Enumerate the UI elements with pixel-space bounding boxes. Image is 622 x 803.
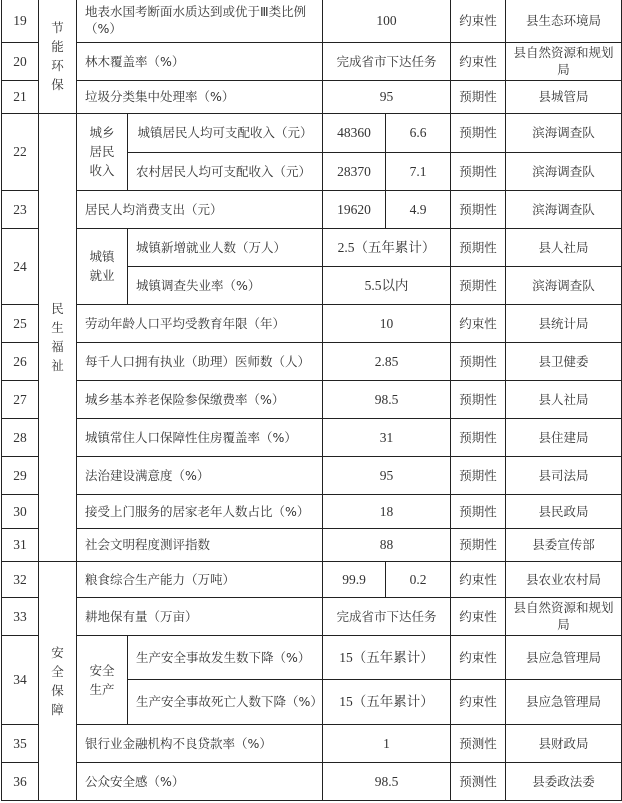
indicator-value: 48360 — [323, 113, 386, 152]
row-number: 27 — [2, 380, 39, 418]
indicator-name: 生产安全事故死亡人数下降（%） — [128, 679, 323, 724]
indicator-name: 粮食综合生产能力（万吨） — [77, 561, 323, 597]
indicator-type: 预测性 — [451, 762, 506, 800]
table-row — [2, 494, 622, 528]
responsible-dept: 县应急管理局 — [506, 679, 622, 724]
indicator-value: 2.85 — [323, 342, 451, 380]
indicator-name: 耕地保有量（万亩） — [77, 597, 323, 635]
category-energy: 节能环保 — [39, 0, 77, 113]
indicator-type: 预期性 — [451, 228, 506, 266]
responsible-dept: 县人社局 — [506, 228, 622, 266]
indicator-value: 88 — [323, 528, 451, 561]
indicator-type: 约束性 — [451, 42, 506, 80]
indicator-value: 完成省市下达任务 — [323, 597, 451, 635]
responsible-dept: 滨海调查队 — [506, 152, 622, 190]
indicator-value: 10 — [323, 304, 451, 342]
indicator-growth: 6.6 — [386, 113, 451, 152]
indicator-name: 城镇新增就业人数（万人） — [128, 228, 323, 266]
subgroup-employment: 城镇就业 — [77, 228, 128, 304]
indicator-value: 28370 — [323, 152, 386, 190]
table-row — [2, 762, 622, 800]
indicator-growth: 7.1 — [386, 152, 451, 190]
indicator-type: 预期性 — [451, 190, 506, 228]
indicator-growth: 4.9 — [386, 190, 451, 228]
indicator-type: 预期性 — [451, 418, 506, 456]
indicator-name: 银行业金融机构不良贷款率（%） — [77, 724, 323, 762]
table-row — [2, 190, 622, 228]
table-row — [2, 228, 622, 266]
indicator-type: 约束性 — [451, 635, 506, 679]
row-number: 21 — [2, 80, 39, 113]
indicator-value: 100 — [323, 0, 451, 42]
row-number: 25 — [2, 304, 39, 342]
indicator-value: 2.5（五年累计） — [323, 228, 451, 266]
responsible-dept: 县卫健委 — [506, 342, 622, 380]
responsible-dept: 县农业农村局 — [506, 561, 622, 597]
responsible-dept: 县统计局 — [506, 304, 622, 342]
row-number: 34 — [2, 635, 39, 724]
indicator-type: 预期性 — [451, 152, 506, 190]
indicator-type: 预期性 — [451, 80, 506, 113]
responsible-dept: 县自然资源和规划局 — [506, 597, 622, 635]
indicator-value: 18 — [323, 494, 451, 528]
responsible-dept: 县人社局 — [506, 380, 622, 418]
responsible-dept: 县生态环境局 — [506, 0, 622, 42]
responsible-dept: 县委宣传部 — [506, 528, 622, 561]
indicator-type: 预期性 — [451, 342, 506, 380]
row-number: 29 — [2, 456, 39, 494]
table-row — [2, 597, 622, 635]
responsible-dept: 县民政局 — [506, 494, 622, 528]
indicator-type: 约束性 — [451, 304, 506, 342]
indicator-name: 每千人口拥有执业（助理）医师数（人） — [77, 342, 323, 380]
responsible-dept: 滨海调查队 — [506, 113, 622, 152]
table-row — [2, 342, 622, 380]
table-row — [2, 418, 622, 456]
indicator-name: 城乡基本养老保险参保缴费率（%） — [77, 380, 323, 418]
category-security: 安全保障 — [39, 561, 77, 800]
row-number: 22 — [2, 113, 39, 190]
indicator-type: 约束性 — [451, 597, 506, 635]
indicator-type: 预期性 — [451, 380, 506, 418]
table-row — [2, 635, 622, 679]
indicator-name: 地表水国考断面水质达到或优于Ⅲ类比例（%） — [77, 0, 323, 42]
indicator-type: 预期性 — [451, 113, 506, 152]
responsible-dept: 滨海调查队 — [506, 190, 622, 228]
table-row — [2, 42, 622, 80]
table-row — [2, 0, 622, 42]
indicator-type: 预期性 — [451, 528, 506, 561]
indicator-type: 预测性 — [451, 724, 506, 762]
indicator-value: 完成省市下达任务 — [323, 42, 451, 80]
responsible-dept: 县住建局 — [506, 418, 622, 456]
indicator-name: 公众安全感（%） — [77, 762, 323, 800]
row-number: 31 — [2, 528, 39, 561]
row-number: 33 — [2, 597, 39, 635]
indicator-value: 98.5 — [323, 762, 451, 800]
indicator-value: 5.5以内 — [323, 266, 451, 304]
indicator-name: 生产安全事故发生数下降（%） — [128, 635, 323, 679]
indicator-name: 垃圾分类集中处理率（%） — [77, 80, 323, 113]
table-row — [2, 528, 622, 561]
indicator-value: 1 — [323, 724, 451, 762]
responsible-dept: 县应急管理局 — [506, 635, 622, 679]
indicator-name: 城镇居民人均可支配收入（元） — [128, 113, 323, 152]
indicator-name: 社会文明程度测评指数 — [77, 528, 323, 561]
row-number: 26 — [2, 342, 39, 380]
indicator-name: 城镇调查失业率（%） — [128, 266, 323, 304]
indicator-name: 林木覆盖率（%） — [77, 42, 323, 80]
row-number: 32 — [2, 561, 39, 597]
responsible-dept: 县司法局 — [506, 456, 622, 494]
indicator-name: 法治建设满意度（%） — [77, 456, 323, 494]
row-number: 35 — [2, 724, 39, 762]
table-row — [2, 724, 622, 762]
row-number: 36 — [2, 762, 39, 800]
table-row — [2, 456, 622, 494]
indicator-value: 15（五年累计） — [323, 679, 451, 724]
category-livelihood: 民生福祉 — [39, 113, 77, 561]
indicator-type: 预期性 — [451, 456, 506, 494]
indicator-table — [1, 0, 622, 801]
indicator-type: 约束性 — [451, 561, 506, 597]
subgroup-income: 城乡居民收入 — [77, 113, 128, 190]
responsible-dept: 县财政局 — [506, 724, 622, 762]
row-number: 20 — [2, 42, 39, 80]
indicator-type: 约束性 — [451, 0, 506, 42]
table-row — [2, 80, 622, 113]
row-number: 24 — [2, 228, 39, 304]
indicator-name: 农村居民人均可支配收入（元） — [128, 152, 323, 190]
indicator-name: 劳动年龄人口平均受教育年限（年） — [77, 304, 323, 342]
indicator-growth: 0.2 — [386, 561, 451, 597]
indicator-value: 19620 — [323, 190, 386, 228]
indicator-type: 预期性 — [451, 494, 506, 528]
table-row — [2, 113, 622, 152]
responsible-dept: 县城管局 — [506, 80, 622, 113]
responsible-dept: 县委政法委 — [506, 762, 622, 800]
table-row — [2, 380, 622, 418]
indicator-type: 预期性 — [451, 266, 506, 304]
row-number: 30 — [2, 494, 39, 528]
indicator-type: 约束性 — [451, 679, 506, 724]
indicator-name: 居民人均消费支出（元） — [77, 190, 323, 228]
indicator-value: 15（五年累计） — [323, 635, 451, 679]
row-number: 19 — [2, 0, 39, 42]
indicator-value: 31 — [323, 418, 451, 456]
table-row — [2, 304, 622, 342]
table-row — [2, 561, 622, 597]
indicator-value: 95 — [323, 80, 451, 113]
indicator-value: 99.9 — [323, 561, 386, 597]
indicator-name: 接受上门服务的居家老年人数占比（%） — [77, 494, 323, 528]
responsible-dept: 滨海调查队 — [506, 266, 622, 304]
indicator-name: 城镇常住人口保障性住房覆盖率（%） — [77, 418, 323, 456]
indicator-value: 98.5 — [323, 380, 451, 418]
responsible-dept: 县自然资源和规划局 — [506, 42, 622, 80]
subgroup-safety: 安全生产 — [77, 635, 128, 724]
indicator-value: 95 — [323, 456, 451, 494]
row-number: 23 — [2, 190, 39, 228]
row-number: 28 — [2, 418, 39, 456]
